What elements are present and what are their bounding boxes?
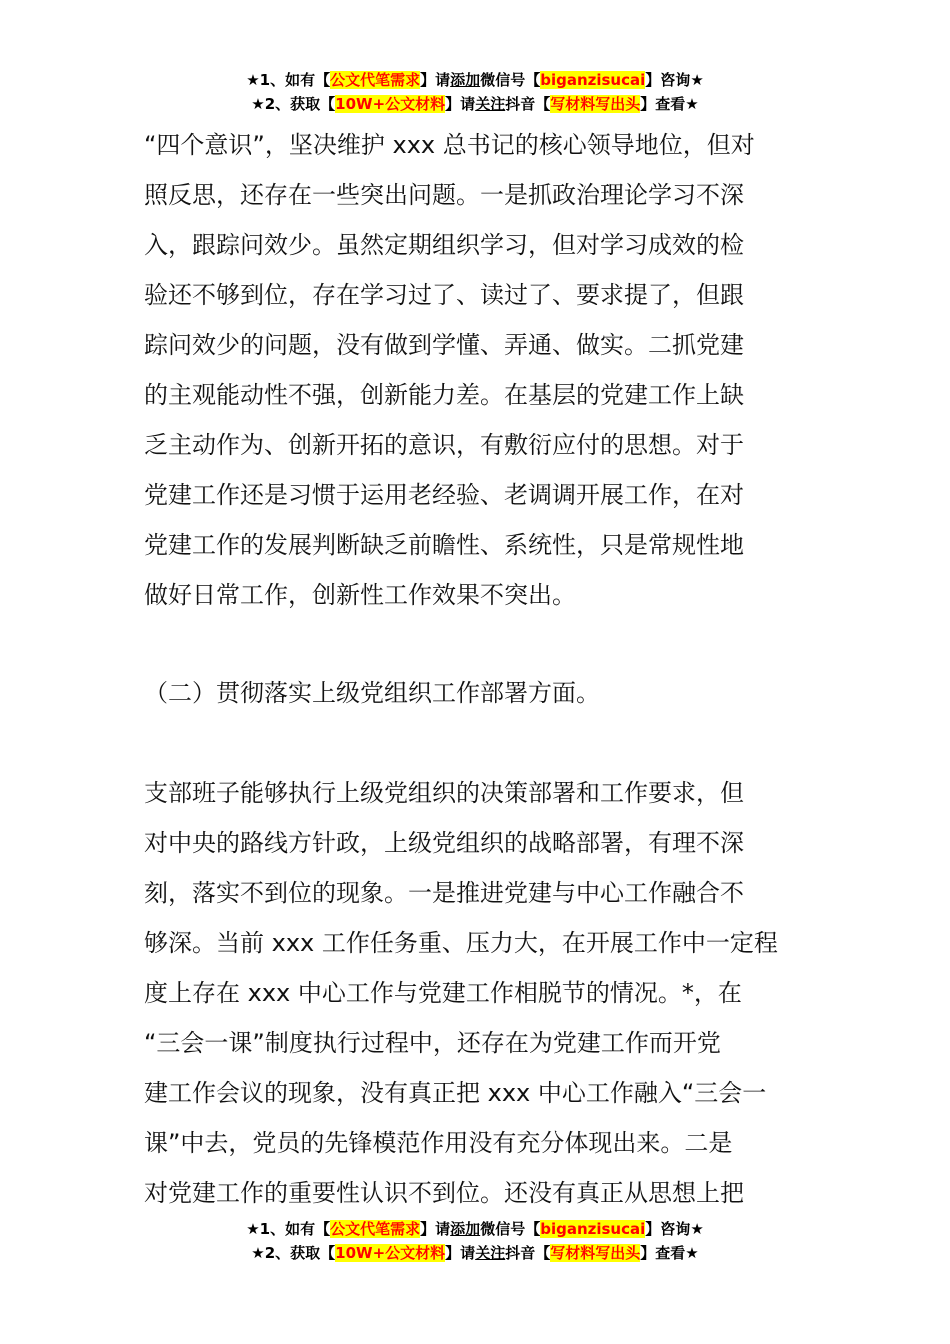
banner-prefix: 1、如有 bbox=[259, 1220, 316, 1238]
header-banner bbox=[0, 68, 950, 116]
header-banner-line-1 bbox=[0, 68, 950, 92]
paragraph-line: 党建工作还是习惯于运用老经验、老调调开展工作，在对 bbox=[144, 481, 744, 509]
banner-underlined-text: 添加 bbox=[450, 1220, 481, 1238]
paragraph-line: 支部班子能够执行上级党组织的决策部署和工作要求，但 bbox=[144, 779, 744, 807]
bracket-left: 【 bbox=[320, 1244, 336, 1262]
banner-text: 抖音 bbox=[505, 95, 536, 113]
bracket-right: 】 bbox=[445, 95, 461, 113]
bracket-left: 【 bbox=[315, 1220, 331, 1238]
bracket-right: 】 bbox=[645, 71, 661, 89]
bracket-right: 】 bbox=[640, 1244, 656, 1262]
paragraph-line: 对党建工作的重要性认识不到位。还没有真正从思想上把 bbox=[144, 1179, 744, 1207]
banner-text: 微信号 bbox=[480, 1220, 526, 1238]
star-icon: ★ bbox=[246, 1220, 260, 1238]
paragraph-line: 照反思，还存在一些突出问题。一是抓政治理论学习不深 bbox=[144, 181, 744, 209]
banner-text: 请 bbox=[460, 95, 476, 113]
banner-highlight-douyin-account: 写材料写出头 bbox=[550, 95, 641, 113]
footer-banner bbox=[0, 1217, 950, 1265]
paragraph-line: “四个意识”，坚决维护 xxx 总书记的核心领导地位，但对 bbox=[144, 131, 755, 159]
banner-highlight-douyin-account: 写材料写出头 bbox=[550, 1244, 641, 1262]
banner-highlight-materials: 10W+公文材料 bbox=[335, 1244, 446, 1262]
paragraph-line: 度上存在 xxx 中心工作与党建工作相脱节的情况。*，在 bbox=[144, 979, 742, 1007]
banner-text: 微信号 bbox=[480, 71, 526, 89]
bracket-left: 【 bbox=[525, 1220, 541, 1238]
paragraph-line: 对中央的路线方针政，上级党组织的战略部署，有理不深 bbox=[144, 829, 744, 857]
paragraph-line: 做好日常工作，创新性工作效果不突出。 bbox=[144, 581, 576, 609]
paragraph-2 bbox=[144, 768, 808, 1218]
paragraph-line: 党建工作的发展判断缺乏前瞻性、系统性，只是常规性地 bbox=[144, 531, 744, 559]
bracket-left: 【 bbox=[315, 71, 331, 89]
bracket-right: 】 bbox=[640, 95, 656, 113]
banner-suffix: 查看 bbox=[655, 95, 686, 113]
banner-prefix: 2、获取 bbox=[264, 95, 321, 113]
banner-highlight-materials: 10W+公文材料 bbox=[335, 95, 446, 113]
paragraph-line: 踪问效少的问题，没有做到学懂、弄通、做实。二抓党建 bbox=[144, 331, 744, 359]
paragraph-line: 够深。当前 xxx 工作任务重、压力大，在开展工作中一定程 bbox=[144, 929, 778, 957]
section-heading bbox=[144, 668, 808, 718]
banner-highlight-wechat-id: biganzisucai bbox=[540, 1220, 646, 1238]
header-banner-line-2 bbox=[0, 92, 950, 116]
banner-underlined-text: 关注 bbox=[475, 95, 506, 113]
bracket-right: 】 bbox=[420, 71, 436, 89]
section-heading-text: （二）贯彻落实上级党组织工作部署方面。 bbox=[144, 679, 600, 707]
banner-text: 请 bbox=[460, 1244, 476, 1262]
bracket-left: 【 bbox=[320, 95, 336, 113]
banner-highlight-wechat-id: biganzisucai bbox=[540, 71, 646, 89]
paragraph-line: 乏主动作为、创新开拓的意识，有敷衍应付的思想。对于 bbox=[144, 431, 744, 459]
banner-underlined-text: 关注 bbox=[475, 1244, 506, 1262]
star-icon: ★ bbox=[251, 95, 265, 113]
banner-prefix: 1、如有 bbox=[259, 71, 316, 89]
paragraph-1 bbox=[144, 120, 808, 620]
bracket-left: 【 bbox=[535, 95, 551, 113]
star-icon: ★ bbox=[690, 1220, 704, 1238]
bracket-left: 【 bbox=[525, 71, 541, 89]
star-icon: ★ bbox=[246, 71, 260, 89]
banner-suffix: 查看 bbox=[655, 1244, 686, 1262]
bracket-right: 】 bbox=[420, 1220, 436, 1238]
paragraph-line: 验还不够到位，存在学习过了、读过了、要求提了，但跟 bbox=[144, 281, 744, 309]
paragraph-line: “三会一课”制度执行过程中，还存在为党建工作而开党 bbox=[144, 1029, 721, 1057]
banner-underlined-text: 添加 bbox=[450, 71, 481, 89]
bracket-right: 】 bbox=[445, 1244, 461, 1262]
star-icon: ★ bbox=[251, 1244, 265, 1262]
footer-banner-line-1 bbox=[0, 1217, 950, 1241]
paragraph-line: 的主观能动性不强，创新能力差。在基层的党建工作上缺 bbox=[144, 381, 744, 409]
star-icon: ★ bbox=[685, 1244, 699, 1262]
banner-text: 请 bbox=[435, 71, 451, 89]
paragraph-line: 建工作会议的现象，没有真正把 xxx 中心工作融入“三会一 bbox=[144, 1079, 767, 1107]
banner-suffix: 咨询 bbox=[660, 1220, 691, 1238]
paragraph-line: 入，跟踪问效少。虽然定期组织学习，但对学习成效的检 bbox=[144, 231, 744, 259]
star-icon: ★ bbox=[685, 95, 699, 113]
star-icon: ★ bbox=[690, 71, 704, 89]
banner-prefix: 2、获取 bbox=[264, 1244, 321, 1262]
banner-text: 抖音 bbox=[505, 1244, 536, 1262]
footer-banner-line-2 bbox=[0, 1241, 950, 1265]
bracket-left: 【 bbox=[535, 1244, 551, 1262]
banner-highlight-service: 公文代笔需求 bbox=[330, 1220, 421, 1238]
paragraph-line: 刻，落实不到位的现象。一是推进党建与中心工作融合不 bbox=[144, 879, 744, 907]
banner-text: 请 bbox=[435, 1220, 451, 1238]
banner-suffix: 咨询 bbox=[660, 71, 691, 89]
banner-highlight-service: 公文代笔需求 bbox=[330, 71, 421, 89]
bracket-right: 】 bbox=[645, 1220, 661, 1238]
paragraph-line: 课”中去，党员的先锋模范作用没有充分体现出来。二是 bbox=[144, 1129, 733, 1157]
